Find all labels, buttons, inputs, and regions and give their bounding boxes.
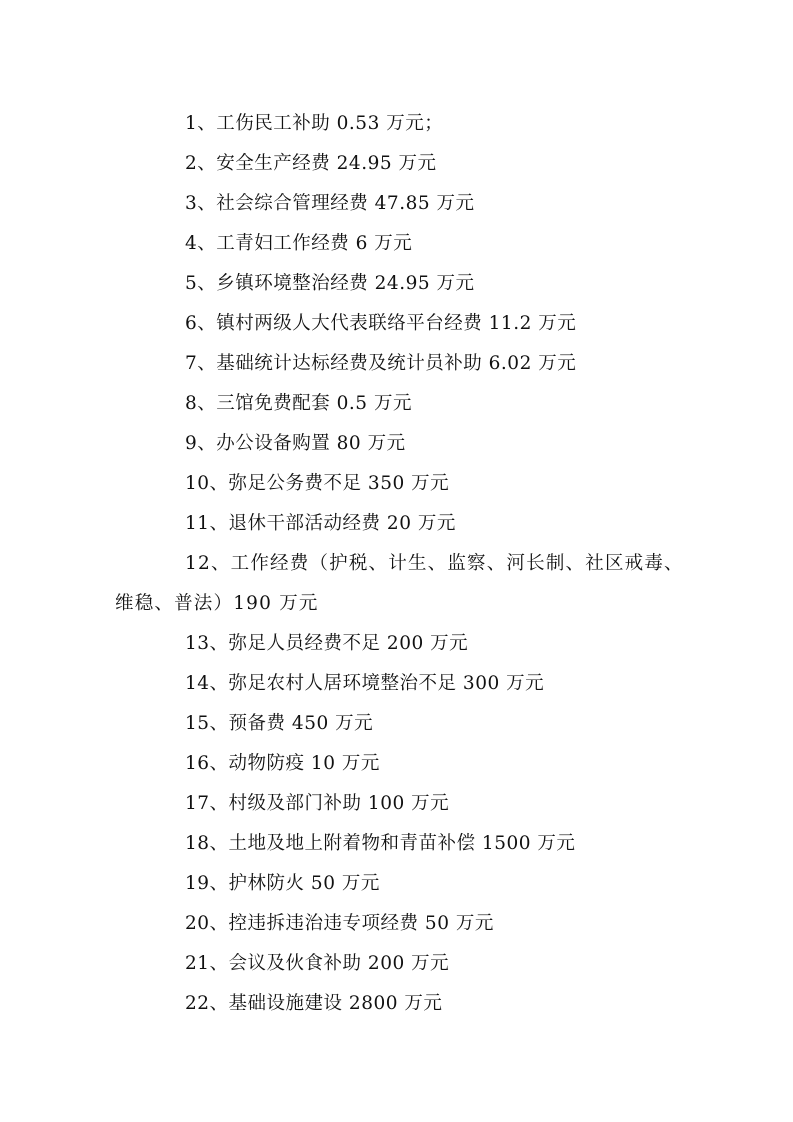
expense-list [115, 104, 685, 1024]
list-item: 19、护林防火 50 万元 [185, 873, 380, 894]
list-item: 6、镇村两级人大代表联络平台经费 11.2 万元 [185, 313, 577, 334]
list-item: 3、社会综合管理经费 47.85 万元 [185, 193, 475, 214]
list-item: 12、工作经费（护税、计生、监察、河长制、社区戒毒、维稳、普法）190 万元 [115, 553, 684, 614]
list-item: 11、退休干部活动经费 20 万元 [185, 513, 456, 534]
list-item: 10、弥足公务费不足 350 万元 [185, 473, 450, 494]
list-item: 7、基础统计达标经费及统计员补助 6.02 万元 [185, 353, 577, 374]
list-item: 17、村级及部门补助 100 万元 [185, 793, 450, 814]
list-item: 4、工青妇工作经费 6 万元 [185, 233, 413, 254]
list-item: 5、乡镇环境整治经费 24.95 万元 [185, 273, 475, 294]
list-item: 16、动物防疫 10 万元 [185, 753, 380, 774]
list-item: 1、工伤民工补助 0.53 万元； [185, 113, 444, 134]
list-item: 13、弥足人员经费不足 200 万元 [185, 633, 469, 654]
list-item: 18、土地及地上附着物和青苗补偿 1500 万元 [185, 833, 576, 854]
list-item: 21、会议及伙食补助 200 万元 [185, 953, 450, 974]
list-item: 8、三馆免费配套 0.5 万元 [185, 393, 412, 414]
list-item: 14、弥足农村人居环境整治不足 300 万元 [185, 673, 545, 694]
list-item: 20、控违拆违治违专项经费 50 万元 [185, 913, 494, 934]
list-item: 9、办公设备购置 80 万元 [185, 433, 406, 454]
list-item: 2、安全生产经费 24.95 万元 [185, 153, 437, 174]
list-item: 22、基础设施建设 2800 万元 [185, 993, 443, 1014]
list-item: 15、预备费 450 万元 [185, 713, 374, 734]
